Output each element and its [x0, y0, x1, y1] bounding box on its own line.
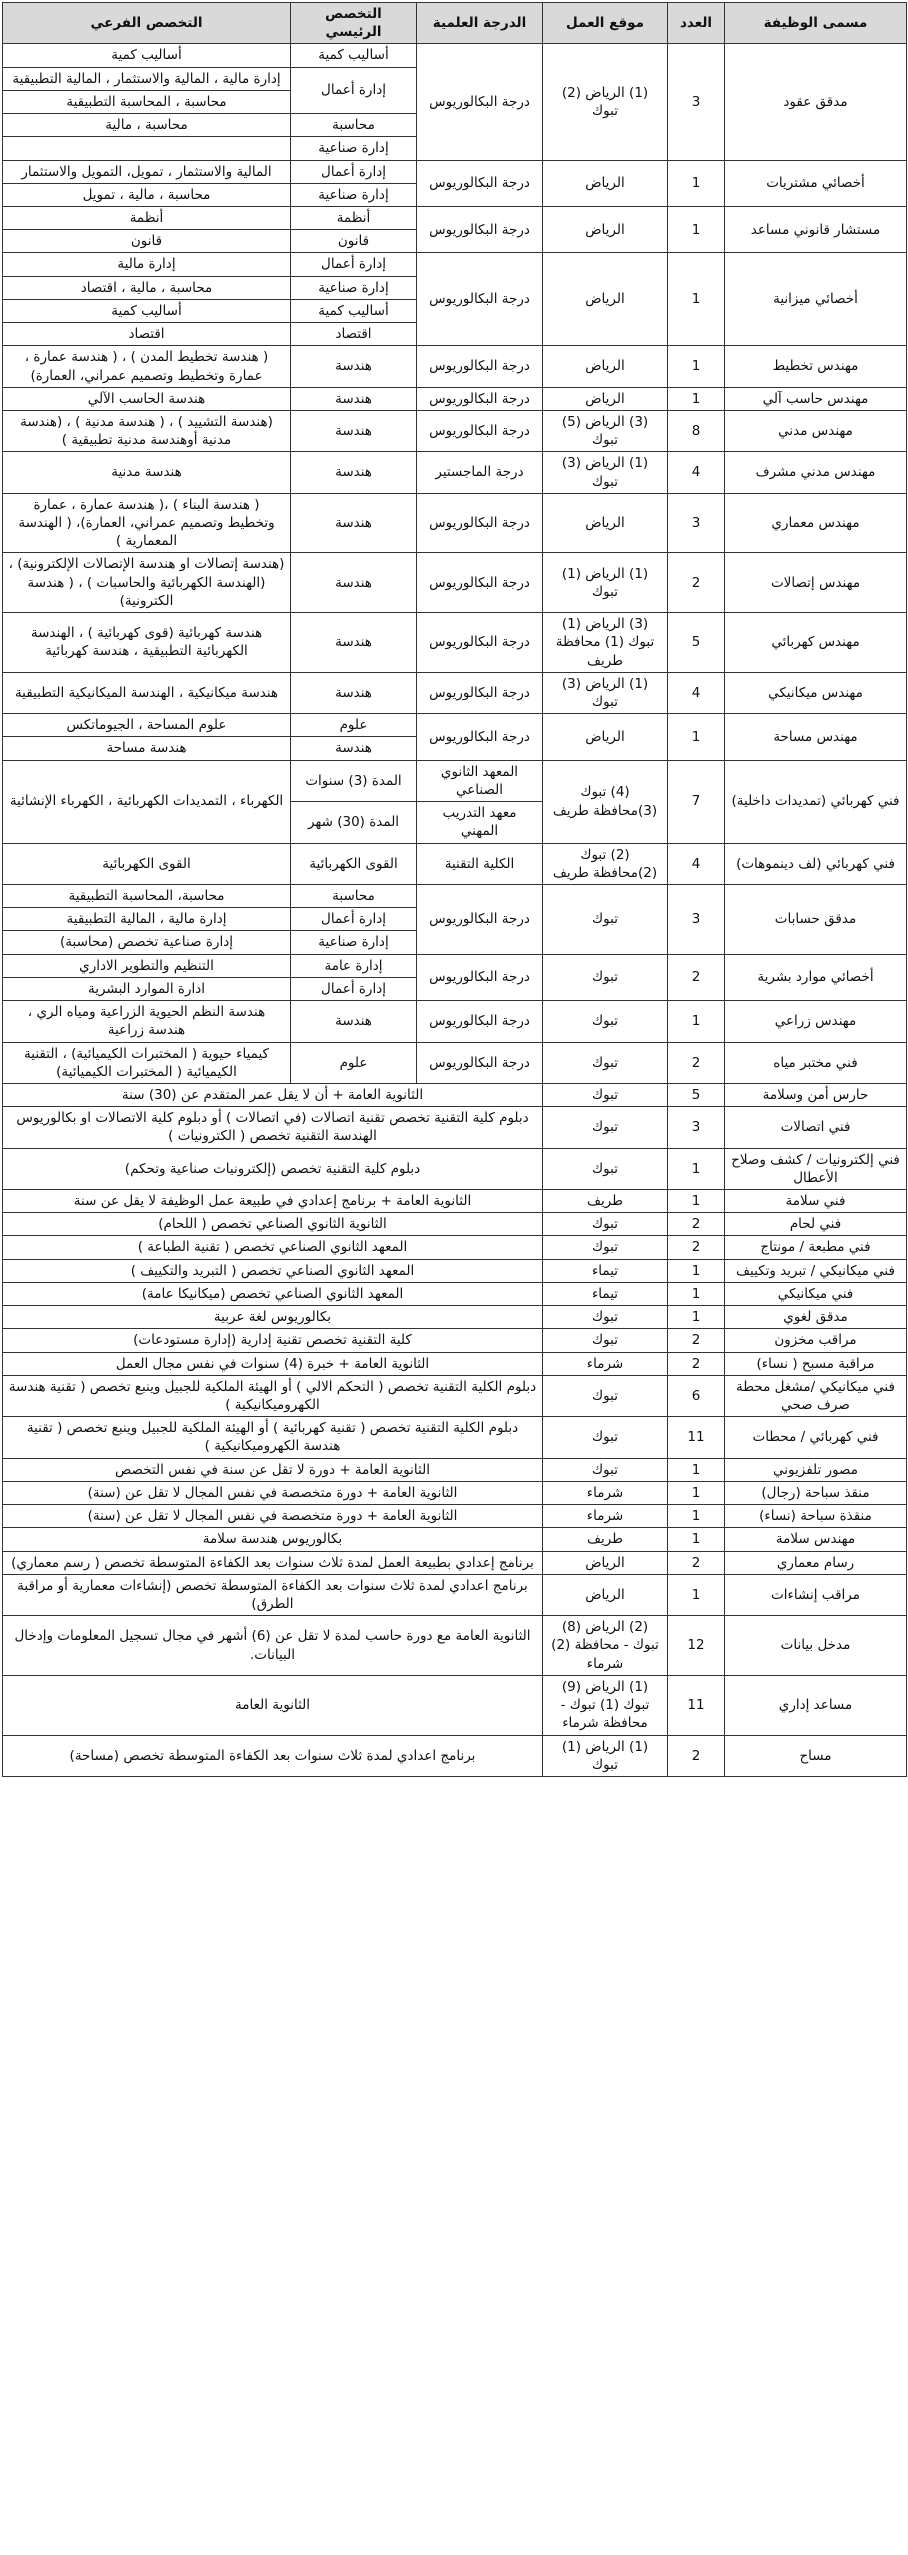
- job-location: تبوك: [543, 1042, 668, 1083]
- job-major: القوى الكهربائية: [291, 843, 417, 884]
- job-count: 4: [668, 672, 725, 713]
- job-count: 1: [668, 160, 725, 206]
- job-sub-major: محاسبة ، مالية ، تمويل: [3, 183, 291, 206]
- job-major: إدارة صناعية: [291, 137, 417, 160]
- job-major: هندسة: [291, 737, 417, 760]
- job-major: إدارة أعمال: [291, 160, 417, 183]
- job-sub-major: هندسة الحاسب الآلي: [3, 387, 291, 410]
- job-major: المدة (3) سنوات: [291, 760, 417, 801]
- job-count: 2: [668, 1042, 725, 1083]
- job-degree: درجة البكالوريوس: [417, 387, 543, 410]
- job-sub-major: (هندسة إتصالات او هندسة الإتصالات الإلكترونية) ، (الهندسة الكهربائية والحاسبات ) ، ( هندسة الكترونية): [3, 553, 291, 613]
- table-row: [3, 452, 907, 493]
- job-location: تبوك: [543, 1306, 668, 1329]
- job-title: مهندس مساحة: [725, 714, 907, 760]
- job-title: مهندس ميكانيكي: [725, 672, 907, 713]
- job-count: 7: [668, 760, 725, 843]
- job-sub-major: هندسة مساحة: [3, 737, 291, 760]
- job-count: 3: [668, 44, 725, 160]
- job-title: أخصائي موارد بشرية: [725, 954, 907, 1000]
- job-major: هندسة: [291, 452, 417, 493]
- job-location: (1) الرياض (9) تبوك (1) تبوك - محافظة شرماء: [543, 1675, 668, 1735]
- table-row: [3, 1675, 907, 1735]
- job-count: 1: [668, 1259, 725, 1282]
- job-count: 3: [668, 1107, 725, 1148]
- job-title: مراقبة مسبح ( نساء): [725, 1352, 907, 1375]
- table-row: [3, 714, 907, 737]
- job-count: 1: [668, 714, 725, 760]
- job-count: 1: [668, 206, 725, 252]
- job-title: مساح: [725, 1735, 907, 1776]
- job-location: الرياض: [543, 1551, 668, 1574]
- job-major: المدة (30) شهر: [291, 802, 417, 843]
- job-title: فني لحام: [725, 1213, 907, 1236]
- job-title: مهندس حاسب آلي: [725, 387, 907, 410]
- header-location: موقع العمل: [543, 3, 668, 44]
- table-row: [3, 44, 907, 67]
- table-row: [3, 1551, 907, 1574]
- job-count: 2: [668, 1236, 725, 1259]
- job-location: (1) الرياض (1) تبوك: [543, 1735, 668, 1776]
- job-sub-major: المالية والاستثمار ، تمويل، التمويل والاستثمار: [3, 160, 291, 183]
- table-row: [3, 1329, 907, 1352]
- job-major: إدارة عامة: [291, 954, 417, 977]
- job-count: 3: [668, 884, 725, 954]
- table-row: [3, 1616, 907, 1676]
- job-title: مدقق لغوي: [725, 1306, 907, 1329]
- job-title: مهندس مدني مشرف: [725, 452, 907, 493]
- table-row: [3, 1505, 907, 1528]
- job-degree: درجة البكالوريوس: [417, 253, 543, 346]
- job-location: (1) الرياض (1) تبوك: [543, 553, 668, 613]
- job-title: منقذ سباحة (رجال): [725, 1481, 907, 1504]
- table-row: [3, 884, 907, 907]
- job-qualification: دبلوم الكلية التقنية تخصص ( تقنية كهربائية ) أو الهيئة الملكية للجبيل وينبع تخصص ( تقنية هندسة الكهروميكانيكية ): [3, 1417, 543, 1458]
- job-degree: درجة البكالوريوس: [417, 160, 543, 206]
- header-major: التخصص الرئيسي: [291, 3, 417, 44]
- jobs-body: [3, 44, 907, 1777]
- job-sub-major: هندسة ميكانيكية ، الهندسة الميكانيكية التطبيقية: [3, 672, 291, 713]
- job-major: اقتصاد: [291, 323, 417, 346]
- job-sub-major: أساليب كمية: [3, 44, 291, 67]
- job-title: فني إلكترونيات / كشف وصلاح الأعطال: [725, 1148, 907, 1189]
- job-degree: درجة البكالوريوس: [417, 206, 543, 252]
- job-count: 1: [668, 1306, 725, 1329]
- job-title: مهندس إتصالات: [725, 553, 907, 613]
- header-count: العدد: [668, 3, 725, 44]
- job-major: إدارة أعمال: [291, 253, 417, 276]
- job-sub-major: أساليب كمية: [3, 299, 291, 322]
- job-title: أخصائي ميزانية: [725, 253, 907, 346]
- table-row: [3, 253, 907, 276]
- job-count: 1: [668, 1528, 725, 1551]
- table-row: [3, 1190, 907, 1213]
- table-row: [3, 1306, 907, 1329]
- job-location: شرماء: [543, 1481, 668, 1504]
- job-count: 1: [668, 1001, 725, 1042]
- job-title: مهندس معماري: [725, 493, 907, 553]
- job-location: الرياض: [543, 1574, 668, 1615]
- job-location: (2) الرياض (8) تبوك - محافظة (2) شرماء: [543, 1616, 668, 1676]
- job-sub-major: محاسبة ، المحاسبة التطبيقية: [3, 90, 291, 113]
- table-row: [3, 1236, 907, 1259]
- job-count: 4: [668, 843, 725, 884]
- job-title: فني ميكانيكي: [725, 1282, 907, 1305]
- job-title: فني كهربائي (لف دينموهات): [725, 843, 907, 884]
- job-sub-major: إدارة صناعية تخصص (محاسبة): [3, 931, 291, 954]
- job-qualification: الثانوية العامة + برنامج إعدادي في طبيعة عمل الوظيفة لا يقل عن سنة: [3, 1190, 543, 1213]
- job-title: فني مختبر مياه: [725, 1042, 907, 1083]
- table-row: [3, 1735, 907, 1776]
- job-location: تبوك: [543, 954, 668, 1000]
- job-major: إدارة أعمال: [291, 67, 417, 113]
- job-major: هندسة: [291, 493, 417, 553]
- job-sub-major: الكهرباء ، التمديدات الكهربائية ، الكهرباء الإنشائية: [3, 760, 291, 843]
- job-major: علوم: [291, 714, 417, 737]
- job-count: 2: [668, 1735, 725, 1776]
- job-count: 2: [668, 1329, 725, 1352]
- job-degree: درجة البكالوريوس: [417, 44, 543, 160]
- job-degree: درجة البكالوريوس: [417, 714, 543, 760]
- job-location: الرياض: [543, 493, 668, 553]
- job-count: 1: [668, 1574, 725, 1615]
- job-count: 2: [668, 1551, 725, 1574]
- job-title: مهندس مدني: [725, 410, 907, 451]
- job-location: الرياض: [543, 346, 668, 387]
- job-degree: معهد التدريب المهني: [417, 802, 543, 843]
- job-sub-major: أنظمة: [3, 206, 291, 229]
- job-major: أساليب كمية: [291, 44, 417, 67]
- job-degree: درجة البكالوريوس: [417, 493, 543, 553]
- job-title: مدخل بيانات: [725, 1616, 907, 1676]
- job-title: مدقق عقود: [725, 44, 907, 160]
- job-count: 1: [668, 387, 725, 410]
- job-qualification: دبلوم الكلية التقنية تخصص ( التحكم الالي ) أو الهيئة الملكية للجبيل وينبع تخصص ( تقنية هندسة الكهروميكانيكية ): [3, 1375, 543, 1416]
- table-row: [3, 1001, 907, 1042]
- table-row: [3, 1458, 907, 1481]
- job-location: تبوك: [543, 1107, 668, 1148]
- job-count: 12: [668, 1616, 725, 1676]
- job-sub-major: (هندسة التشييد ) ، ( هندسة مدنية ) ، (هندسة مدنية أوهندسة مدنية تطبيقية ): [3, 410, 291, 451]
- job-title: مراقب إنشاءات: [725, 1574, 907, 1615]
- job-location: طريف: [543, 1528, 668, 1551]
- job-count: 1: [668, 1481, 725, 1504]
- job-sub-major: محاسبة، المحاسبة التطبيقية: [3, 884, 291, 907]
- job-degree: درجة البكالوريوس: [417, 613, 543, 673]
- job-qualification: بكالوريوس لغة عربية: [3, 1306, 543, 1329]
- job-location: (2) تبوك (2)محافظة طريف: [543, 843, 668, 884]
- job-qualification: دبلوم كلية التقنية تخصص (إلكترونيات صناعية وتحكم): [3, 1148, 543, 1189]
- job-major: إدارة صناعية: [291, 276, 417, 299]
- job-title: فني كهربائي / محطات: [725, 1417, 907, 1458]
- job-qualification: برنامج اعدادي لمدة ثلاث سنوات بعد الكفاءة المتوسطة تخصص (مساحة): [3, 1735, 543, 1776]
- table-row: [3, 387, 907, 410]
- job-qualification: برنامج إعدادي بطبيعة العمل لمدة ثلاث سنوات بعد الكفاءة المتوسطة تخصص ( رسم معماري): [3, 1551, 543, 1574]
- job-location: تبوك: [543, 1236, 668, 1259]
- job-major: أنظمة: [291, 206, 417, 229]
- job-location: (3) الرياض (5) تبوك: [543, 410, 668, 451]
- table-row: [3, 1375, 907, 1416]
- job-sub-major: إدارة مالية: [3, 253, 291, 276]
- job-qualification: الثانوية العامة + دورة متخصصة في نفس المجال لا تقل عن (سنة): [3, 1505, 543, 1528]
- job-title: فني ميكانيكي / تبريد وتكييف: [725, 1259, 907, 1282]
- job-major: إدارة صناعية: [291, 183, 417, 206]
- job-location: (3) الرياض (1) تبوك (1) محافظة طريف: [543, 613, 668, 673]
- table-row: [3, 1259, 907, 1282]
- job-location: شرماء: [543, 1505, 668, 1528]
- job-location: الرياض: [543, 160, 668, 206]
- job-qualification: بكالوريوس هندسة سلامة: [3, 1528, 543, 1551]
- job-qualification: الثانوية الثانوي الصناعي تخصص ( اللحام): [3, 1213, 543, 1236]
- table-row: [3, 1083, 907, 1106]
- job-degree: درجة البكالوريوس: [417, 346, 543, 387]
- job-count: 11: [668, 1675, 725, 1735]
- job-count: 1: [668, 1148, 725, 1189]
- table-row: [3, 1282, 907, 1305]
- job-location: (4) تبوك (3)محافظة طريف: [543, 760, 668, 843]
- job-sub-major: القوى الكهربائية: [3, 843, 291, 884]
- job-location: تبوك: [543, 1213, 668, 1236]
- job-location: شرماء: [543, 1352, 668, 1375]
- job-qualification: المعهد الثانوي الصناعي تخصص ( تقنية الطباعة ): [3, 1236, 543, 1259]
- job-location: الرياض: [543, 387, 668, 410]
- job-sub-major: ادارة الموارد البشرية: [3, 977, 291, 1000]
- job-location: (1) الرياض (3) تبوك: [543, 672, 668, 713]
- job-count: 3: [668, 493, 725, 553]
- job-location: تبوك: [543, 1375, 668, 1416]
- job-degree: درجة البكالوريوس: [417, 672, 543, 713]
- table-row: [3, 346, 907, 387]
- job-qualification: المعهد الثانوي الصناعي تخصص (ميكانيكا عامة): [3, 1282, 543, 1305]
- job-count: 8: [668, 410, 725, 451]
- job-title: مهندس كهربائي: [725, 613, 907, 673]
- job-location: تبوك: [543, 884, 668, 954]
- table-row: [3, 1042, 907, 1083]
- job-count: 6: [668, 1375, 725, 1416]
- table-row: [3, 206, 907, 229]
- job-title: مهندس تخطيط: [725, 346, 907, 387]
- job-title: أخصائي مشتريات: [725, 160, 907, 206]
- job-title: مهندس سلامة: [725, 1528, 907, 1551]
- job-count: 5: [668, 1083, 725, 1106]
- table-row: [3, 1481, 907, 1504]
- job-major: هندسة: [291, 672, 417, 713]
- job-title: حارس أمن وسلامة: [725, 1083, 907, 1106]
- job-sub-major: إدارة مالية ، المالية التطبيقية: [3, 908, 291, 931]
- job-major: هندسة: [291, 1001, 417, 1042]
- job-count: 2: [668, 954, 725, 1000]
- job-title: فني ميكانيكي /مشغل محطة صرف صحي: [725, 1375, 907, 1416]
- job-title: مراقب مخزون: [725, 1329, 907, 1352]
- table-row: [3, 1574, 907, 1615]
- job-location: الرياض: [543, 206, 668, 252]
- job-title: فني كهربائي (تمديدات داخلية): [725, 760, 907, 843]
- job-count: 1: [668, 1458, 725, 1481]
- job-sub-major: اقتصاد: [3, 323, 291, 346]
- job-qualification: المعهد الثانوي الصناعي تخصص ( التبريد والتكييف ): [3, 1259, 543, 1282]
- job-degree: درجة البكالوريوس: [417, 553, 543, 613]
- table-row: [3, 1148, 907, 1189]
- job-qualification: الثانوية العامة + دورة لا تقل عن سنة في نفس التخصص: [3, 1458, 543, 1481]
- job-sub-major: ( هندسة تخطيط المدن ) ، ( هندسة عمارة ، عمارة وتخطيط وتصميم عمراني، العمارة): [3, 346, 291, 387]
- job-title: مهندس زراعي: [725, 1001, 907, 1042]
- job-sub-major: التنظيم والتطوير الاداري: [3, 954, 291, 977]
- header-sub-major: التخصص الفرعي: [3, 3, 291, 44]
- table-row: [3, 1352, 907, 1375]
- table-row: [3, 843, 907, 884]
- job-sub-major: هندسة النظم الحيوية الزراعية ومياه الري ، هندسة زراعية: [3, 1001, 291, 1042]
- job-degree: درجة البكالوريوس: [417, 1001, 543, 1042]
- jobs-table: [2, 2, 907, 1777]
- job-qualification: الثانوية العامة: [3, 1675, 543, 1735]
- header-row: [3, 3, 907, 44]
- job-major: قانون: [291, 230, 417, 253]
- header-job-title: مسمى الوظيفة: [725, 3, 907, 44]
- job-sub-major: هندسة كهربائية (قوى كهربائية ) ، الهندسة الكهربائية التطبيقية ، هندسة كهربائية: [3, 613, 291, 673]
- job-count: 2: [668, 553, 725, 613]
- job-degree: درجة البكالوريوس: [417, 954, 543, 1000]
- job-title: فني مطبعة / مونتاج: [725, 1236, 907, 1259]
- job-sub-major: [3, 137, 291, 160]
- job-qualification: كلية التقنية تخصص تقنية إدارية (إدارة مستودعات): [3, 1329, 543, 1352]
- job-title: مدقق حسابات: [725, 884, 907, 954]
- table-row: [3, 954, 907, 977]
- job-major: هندسة: [291, 346, 417, 387]
- job-title: مصور تلفزيوني: [725, 1458, 907, 1481]
- job-sub-major: هندسة مدنية: [3, 452, 291, 493]
- job-qualification: دبلوم كلية التقنية تخصص تقنية اتصالات (في اتصالات ) أو دبلوم كلية الاتصالات او بكالوريوس الهندسة التقنية تخصص ( الكترونيات ): [3, 1107, 543, 1148]
- job-qualification: الثانوية العامة + خبرة (4) سنوات في نفس مجال العمل: [3, 1352, 543, 1375]
- job-qualification: برنامج اعدادي لمدة ثلاث سنوات بعد الكفاءة المتوسطة تخصص (إنشاءات معمارية أو مراقبة الطرق): [3, 1574, 543, 1615]
- job-location: تيماء: [543, 1282, 668, 1305]
- table-row: [3, 410, 907, 451]
- table-row: [3, 672, 907, 713]
- job-title: رسام معماري: [725, 1551, 907, 1574]
- job-count: 2: [668, 1213, 725, 1236]
- table-row: [3, 1528, 907, 1551]
- table-row: [3, 160, 907, 183]
- job-major: إدارة أعمال: [291, 977, 417, 1000]
- job-title: مساعد إداري: [725, 1675, 907, 1735]
- job-location: تبوك: [543, 1417, 668, 1458]
- job-location: تبوك: [543, 1083, 668, 1106]
- header-degree: الدرجة العلمية: [417, 3, 543, 44]
- job-count: 1: [668, 253, 725, 346]
- job-sub-major: إدارة مالية ، المالية والاستثمار ، المالية التطبيقية: [3, 67, 291, 90]
- job-major: إدارة صناعية: [291, 931, 417, 954]
- job-qualification: الثانوية العامة + أن لا يقل عمر المتقدم عن (30) سنة: [3, 1083, 543, 1106]
- job-sub-major: ( هندسة البناء ) ،( هندسة عمارة ، عمارة وتخطيط وتصميم عمراني، العمارة)، ( الهندسة المعمارية ): [3, 493, 291, 553]
- job-title: فني سلامة: [725, 1190, 907, 1213]
- job-location: (1) الرياض (3) تبوك: [543, 452, 668, 493]
- job-major: أساليب كمية: [291, 299, 417, 322]
- job-location: تبوك: [543, 1329, 668, 1352]
- job-major: إدارة أعمال: [291, 908, 417, 931]
- job-degree: درجة البكالوريوس: [417, 884, 543, 954]
- job-count: 2: [668, 1352, 725, 1375]
- table-row: [3, 613, 907, 673]
- job-major: محاسبة: [291, 884, 417, 907]
- job-location: تبوك: [543, 1458, 668, 1481]
- job-count: 1: [668, 1190, 725, 1213]
- job-location: تيماء: [543, 1259, 668, 1282]
- job-major: هندسة: [291, 553, 417, 613]
- job-location: (1) الرياض (2) تبوك: [543, 44, 668, 160]
- job-major: علوم: [291, 1042, 417, 1083]
- table-row: [3, 1107, 907, 1148]
- job-major: هندسة: [291, 613, 417, 673]
- job-degree: درجة الماجستير: [417, 452, 543, 493]
- job-major: هندسة: [291, 410, 417, 451]
- job-sub-major: كيمياء حيوية ( المختبرات الكيميائية) ، التقنية الكيميائية ( المختبرات الكيميائية): [3, 1042, 291, 1083]
- job-location: طريف: [543, 1190, 668, 1213]
- job-location: تبوك: [543, 1001, 668, 1042]
- job-count: 1: [668, 346, 725, 387]
- job-degree: درجة البكالوريوس: [417, 1042, 543, 1083]
- table-row: [3, 1213, 907, 1236]
- table-row: [3, 760, 907, 801]
- job-count: 5: [668, 613, 725, 673]
- table-row: [3, 493, 907, 553]
- job-degree: درجة البكالوريوس: [417, 410, 543, 451]
- job-location: تبوك: [543, 1148, 668, 1189]
- job-location: الرياض: [543, 714, 668, 760]
- job-sub-major: محاسبة ، مالية: [3, 114, 291, 137]
- job-location: الرياض: [543, 253, 668, 346]
- job-title: منقذة سباحة (نساء): [725, 1505, 907, 1528]
- job-sub-major: علوم المساحة ، الجيوماتكس: [3, 714, 291, 737]
- job-count: 1: [668, 1505, 725, 1528]
- job-qualification: الثانوية العامة مع دورة حاسب لمدة لا تقل عن (6) أشهر في مجال تسجيل المعلومات وإدخال البيانات.: [3, 1616, 543, 1676]
- job-sub-major: محاسبة ، مالية ، اقتصاد: [3, 276, 291, 299]
- table-row: [3, 1417, 907, 1458]
- job-count: 4: [668, 452, 725, 493]
- table-row: [3, 553, 907, 613]
- job-major: هندسة: [291, 387, 417, 410]
- job-count: 1: [668, 1282, 725, 1305]
- job-title: فني اتصالات: [725, 1107, 907, 1148]
- job-degree: الكلية التقنية: [417, 843, 543, 884]
- job-major: محاسبة: [291, 114, 417, 137]
- job-count: 11: [668, 1417, 725, 1458]
- job-degree: المعهد الثانوي الصناعي: [417, 760, 543, 801]
- job-sub-major: قانون: [3, 230, 291, 253]
- job-qualification: الثانوية العامة + دورة متخصصة في نفس المجال لا تقل عن (سنة): [3, 1481, 543, 1504]
- job-title: مستشار قانوني مساعد: [725, 206, 907, 252]
